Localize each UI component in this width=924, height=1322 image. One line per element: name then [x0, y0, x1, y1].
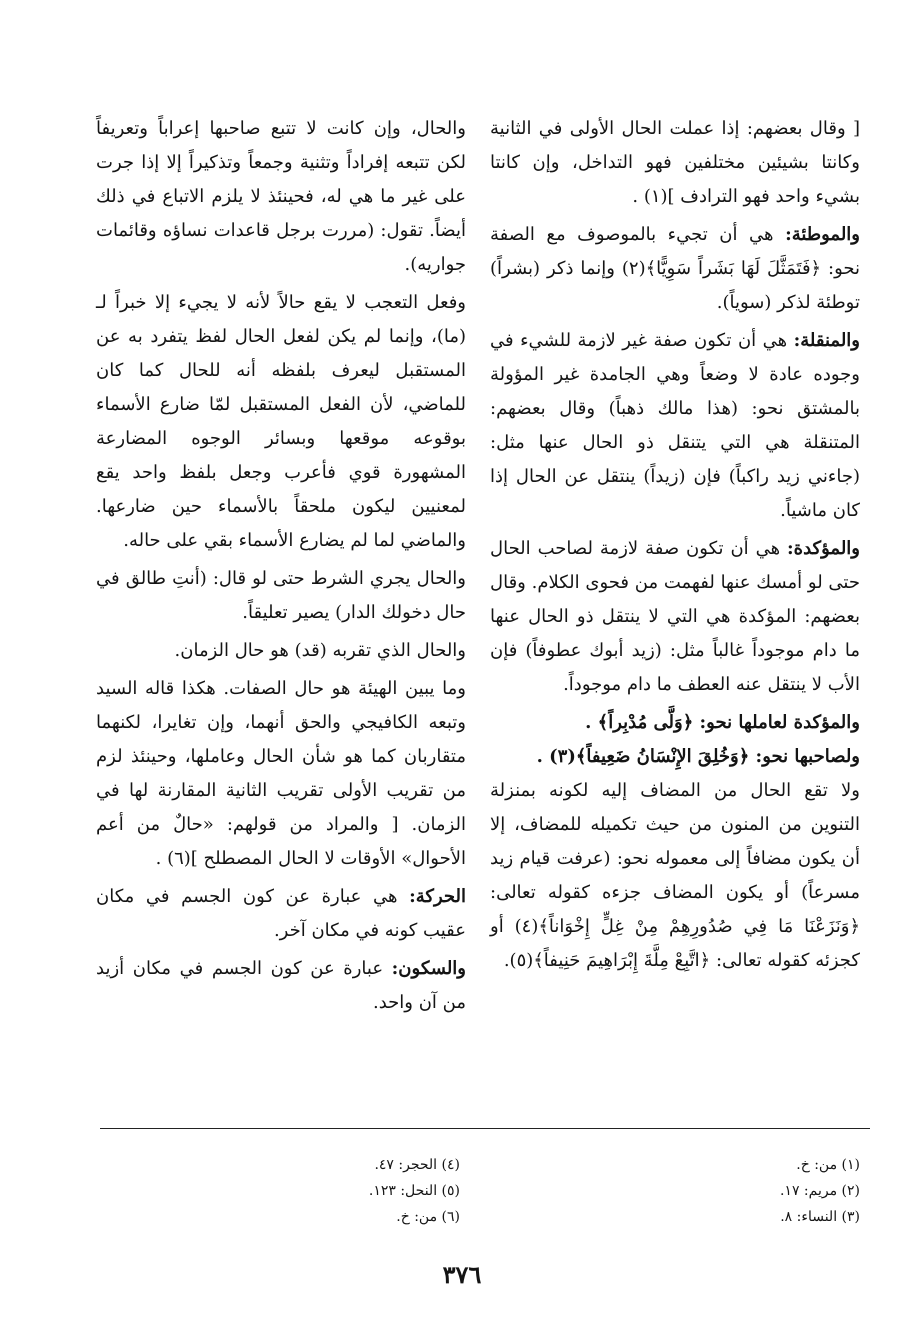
left-text-column: [96, 112, 466, 1020]
footnotes-left: [140, 1152, 460, 1230]
defined-term: والموطئة:: [785, 224, 860, 245]
footnote: (٤) الحجر: ٤٧.: [374, 1157, 460, 1173]
paragraph: [490, 218, 860, 320]
definition-text: هي أن تكون صفة غير لازمة للشيء في وجوده عادة لا وضعاً وهي الجامدة غير المؤولة بالمشتق نحو: (هذا مالك ذهباً) وقال بعضهم: المتنقلة هي التي يتنقل ذو الحال عنها مثل: (جاءني زيد راكباً) فإن (زيداً) ينتقل عن الحال إذا كان ماشياً.: [490, 330, 860, 521]
paragraph: [490, 740, 860, 774]
footnotes-right: [540, 1152, 860, 1230]
footnote: (١) من: خ.: [796, 1157, 860, 1173]
paragraph: [490, 532, 860, 702]
paragraph: والحال الذي تقربه (قد) هو حال الزمان.: [174, 640, 466, 661]
defined-term: ولصاحبها نحو:: [755, 746, 860, 767]
paragraph: والحال، وإن كانت لا تتبع صاحبها إعراباً وتعريفاً لكن تتبعه إفراداً وتثنية وجمعاً وتذكيراً إلا إذا جرت على غير ما هي له، فحينئذ لا يلزم الاتباع في ذلك أيضاً. تقول: (مررت برجل قاعدات نساؤه وقائمات جواريه).: [96, 118, 466, 275]
footnote: (٣) النساء: ٨.: [780, 1209, 860, 1225]
footnote-divider: [100, 1128, 870, 1129]
definition-text: هي أن تكون صفة لازمة لصاحب الحال حتى لو أمسك عنها لفهمت من فحوى الكلام. وقال بعضهم: المؤكدة هي التي لا ينتقل ذو الحال عنها ما دام موجوداً غالباً مثل: (زيد أبوك عطوفاً) فإن الأب لا ينتقل عنه العطف ما دام موجوداً.: [490, 538, 860, 695]
paragraph: [490, 706, 860, 740]
footnote: (٢) مريم: ١٧.: [779, 1183, 860, 1199]
definition-text: عبارة عن كون الجسم في مكان أزيد من آن واحد.: [96, 958, 466, 1013]
footnote: (٥) النحل: ١٢٣.: [368, 1183, 460, 1199]
definition-text: هي عبارة عن كون الجسم في مكان عقيب كونه في مكان آخر.: [96, 886, 466, 941]
defined-term: الحركة:: [409, 886, 466, 907]
footnote: (٦) من: خ.: [396, 1209, 460, 1225]
defined-term: والمؤكدة لعاملها نحو:: [699, 712, 860, 733]
quran-quote: ﴿وَلَّى مُدْبِراً﴾ .: [585, 712, 700, 733]
paragraph: والحال يجري الشرط حتى لو قال: (أنتِ طالق في حال دخولك الدار) يصير تعليقاً.: [96, 568, 466, 623]
defined-term: والسكون:: [391, 958, 466, 979]
defined-term: والمنقلة:: [793, 330, 860, 351]
paragraph: [ وقال بعضهم: إذا عملت الحال الأولى في الثانية وكانتا بشيئين مختلفين فهو التداخل، وإن كانتا بشيء واحد فهو الترادف ](١) .: [490, 118, 860, 207]
definition-text: هي أن تجيء بالموصوف مع الصفة نحو: ﴿فَتَمَثَّلَ لَهَا بَشَراً سَوِيًّا﴾(٢) وإنما ذكر (بشراً) توطئة لذكر (سوياً).: [490, 224, 860, 313]
paragraph: ولا تقع الحال من المضاف إليه لكونه بمنزلة التنوين من المنون من حيث تكميله للمضاف، إلا أن يكون مضافاً إلى معموله نحو: (عرفت قيام زيد مسرعاً) أو يكون المضاف جزءه كقوله تعالى: ﴿وَنَزَعْنَا مَا فِي صُدُورِهِمْ مِنْ غِلٍّ إِخْوَاناً﴾(٤) أو كجزئه كقوله تعالى: ﴿اتَّبِعْ مِلَّةَ إِبْرَاهِيمَ حَنِيفاً﴾(٥).: [490, 780, 860, 971]
paragraph: [490, 324, 860, 528]
paragraph: وما يبين الهيئة هو حال الصفات. هكذا قاله السيد وتبعه الكافيجي والحق أنهما، وإن تغايرا، لكنهما متقاربان كما هو شأن الحال وعاملها، وحينئذ لزم من تقريب الأولى تقريب الثانية المقارنة لها في الزمان. [ والمراد من قولهم: «حالٌ من أعم الأحوال» الأوقات لا الحال المصطلح ](٦) .: [96, 678, 466, 869]
quran-quote: ﴿وَخُلِقَ الإِنْسَانُ ضَعِيفاً﴾(٣) .: [536, 746, 756, 767]
paragraph: وفعل التعجب لا يقع حالاً لأنه لا يجيء إلا خبراً لـ (ما)، وإنما لم يكن لفعل الحال لفظ يتفرد به عن المستقبل ليعرف بلفظه أنه للحال كما كان للماضي، لأن الفعل المستقبل لمّا ضارع الأسماء بوقوعه موقعها وبسائر الوجوه المضارعة المشهورة قوي فأعرب وجعل بلفظ واحد يقع لمعنيين ليكون ملحقاً بالأسماء حين ضارعها. والماضي لما لم يضارع الأسماء بقي على حاله.: [96, 292, 466, 551]
page-number: ٣٧٦: [442, 1260, 482, 1289]
paragraph: [96, 880, 466, 948]
paragraph: [96, 952, 466, 1020]
right-text-column: [490, 112, 860, 978]
defined-term: والمؤكدة:: [787, 538, 860, 559]
